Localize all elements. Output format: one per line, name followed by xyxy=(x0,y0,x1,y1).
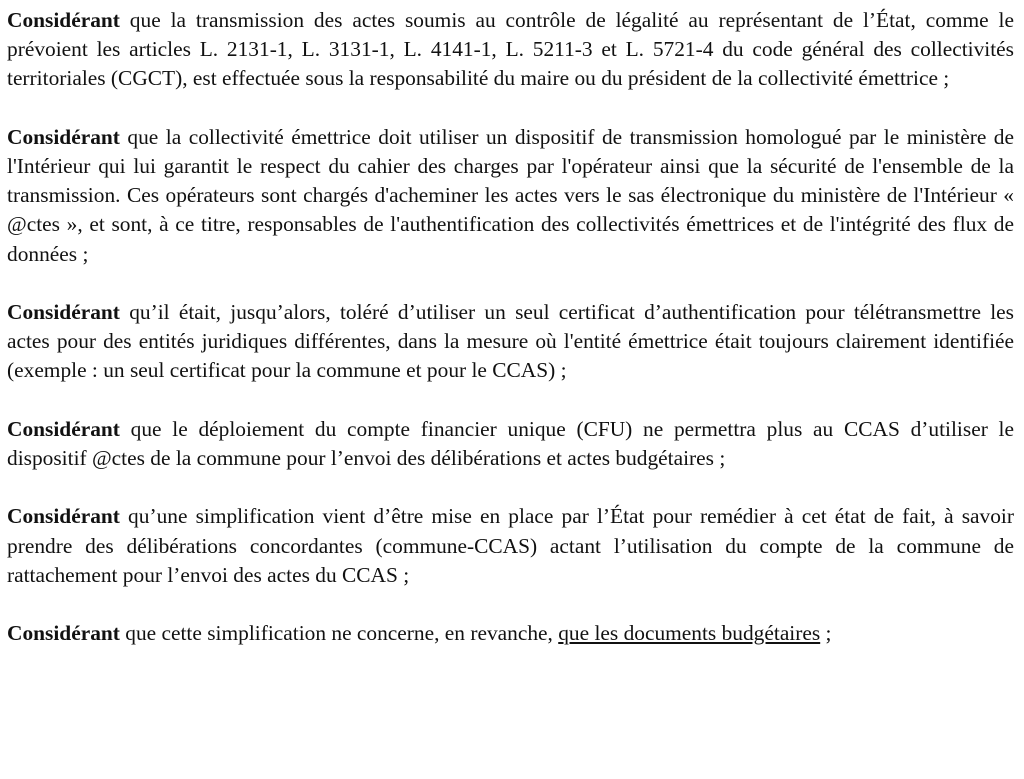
paragraph-keyword: Considérant xyxy=(7,8,120,32)
paragraph-tail: ; xyxy=(820,621,832,646)
paragraph-text: que cette simplification ne concerne, en revanche, xyxy=(119,621,559,646)
paragraph-certificat-unique xyxy=(7,298,1014,386)
paragraph-text: qu’il était, jusqu’alors, toléré d’utiliser un seul certificat d’authentification pour télétransmettre les actes pour des entités juridiques différentes, dans la mesure où l'entité émettrice était toujours clairement identifiée (exemple : un seul certificat pour la commune et pour le CCAS) ; xyxy=(7,300,1014,383)
paragraph-keyword: Considérant xyxy=(7,124,120,149)
paragraph-keyword: Considérant xyxy=(7,621,120,646)
paragraph-text: que la collectivité émettrice doit utiliser un dispositif de transmission homologué par le ministère de l'Intérieur qui lui garantit le respect du cahier des charges par l'opérateur ainsi que la sécurité de l'ensemble de la transmission. Ces opérateurs sont chargés d'acheminer les actes vers le sas électronique du ministère de l'Intérieur « @ctes », et sont, à ce titre, responsables de l'authentification des collectivités émettrices et de l'intégrité des flux de données ; xyxy=(7,124,1014,266)
paragraph-documents-budgetaires xyxy=(7,619,1014,648)
paragraph-cfu-deploiement xyxy=(7,415,1014,473)
paragraph-simplification-etat xyxy=(7,502,1014,590)
paragraph-transmission-responsabilite xyxy=(7,6,1014,94)
paragraph-keyword: Considérant xyxy=(7,504,120,529)
paragraph-keyword: Considérant xyxy=(7,416,120,441)
paragraph-text: que le déploiement du compte financier unique (CFU) ne permettra plus au CCAS d’utiliser le dispositif @ctes de la commune pour l’envoi des délibérations et actes budgétaires ; xyxy=(7,416,1014,470)
paragraph-text: que la transmission des actes soumis au contrôle de légalité au représentant de l’État, comme le prévoient les articles L. 2131-1, L. 3131-1, L. 4141-1, L. 5211-3 et L. 5721-4 du code général des collectivités territoriales (CGCT), est effectuée sous la responsabilité du maire ou du président de la collectivité émettrice ; xyxy=(7,8,1014,91)
underlined-emphasis: que les documents budgétaires xyxy=(558,621,821,646)
paragraph-dispositif-homologue xyxy=(7,123,1014,269)
paragraph-keyword: Considérant xyxy=(7,300,120,324)
paragraph-text: qu’une simplification vient d’être mise en place par l’État pour remédier à cet état de fait, à savoir prendre des délibérations concordantes (commune-CCAS) actant l’utilisation du compte de la commune de rattachement pour l’envoi des actes du CCAS ; xyxy=(7,504,1014,587)
